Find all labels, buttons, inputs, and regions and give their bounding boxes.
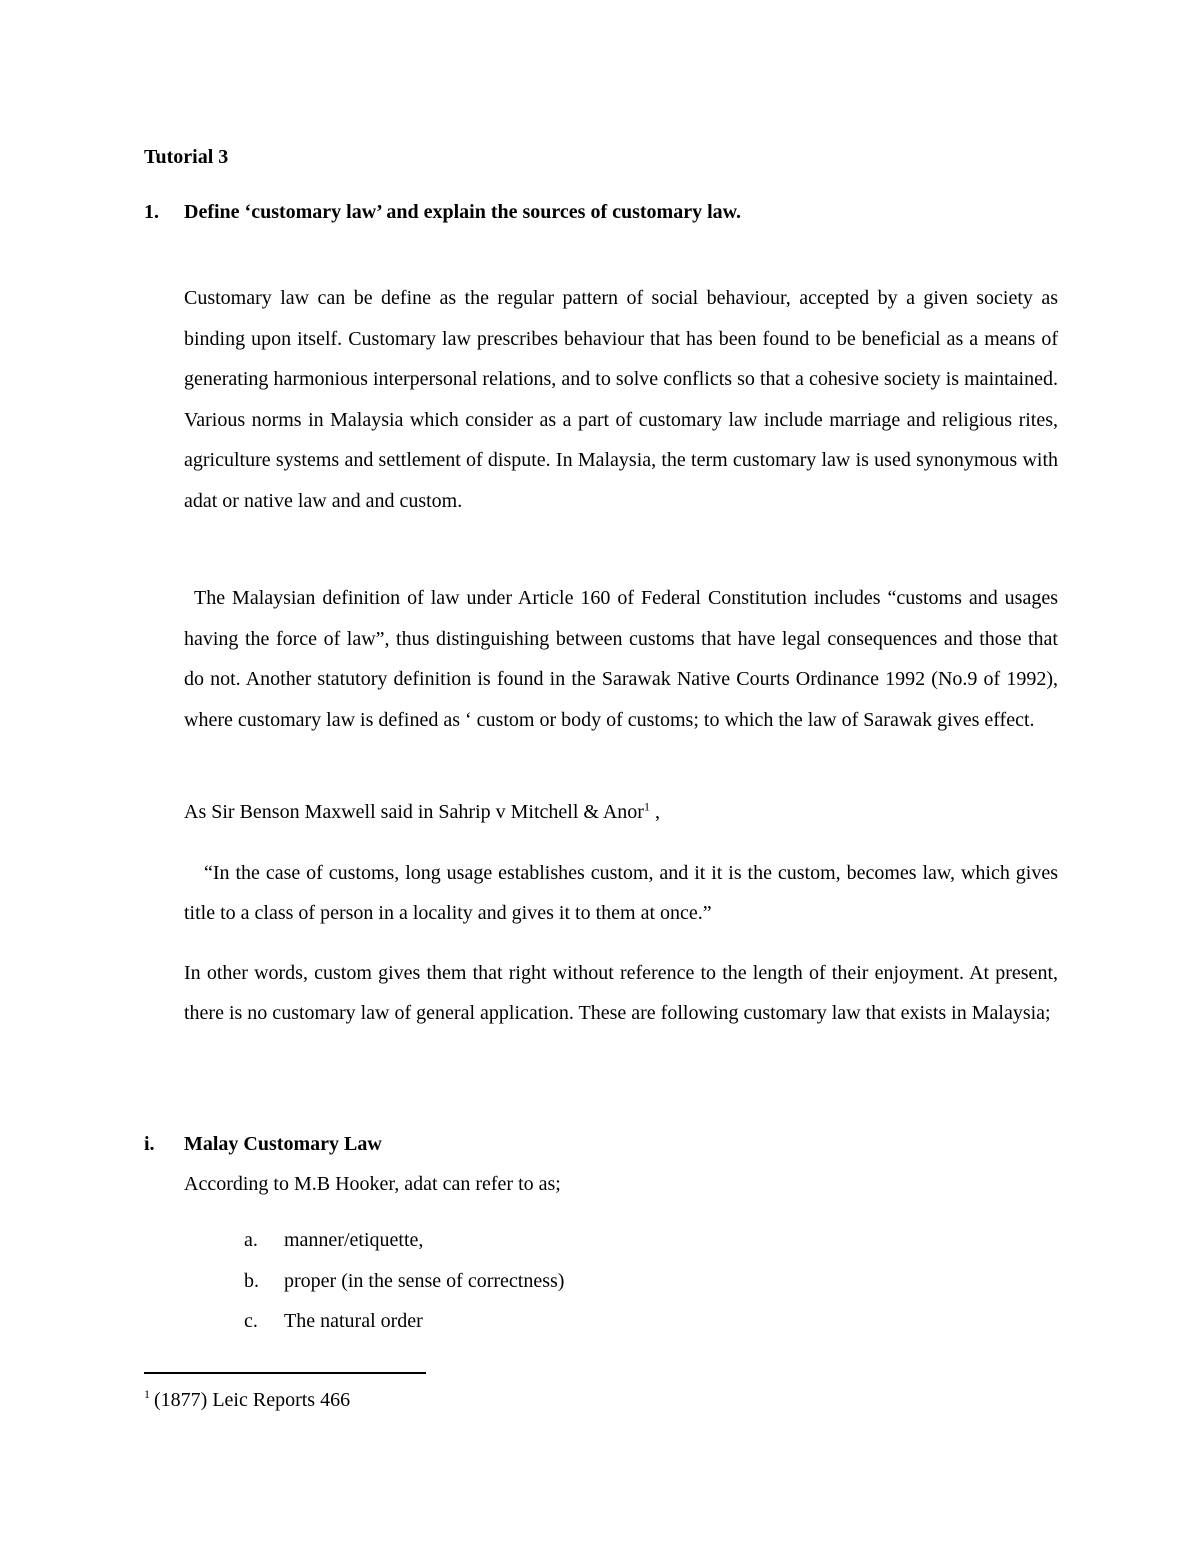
footnote-text: (1877) Leic Reports 466: [154, 1389, 351, 1411]
list-marker: c.: [244, 1310, 258, 1332]
paragraph-summary: In other words, custom gives them that right without reference to the length of their enjoyment. At present, there is no customary law of general application. These are following customary law that exists in Malaysia;: [184, 962, 1058, 1024]
list-marker: b.: [244, 1269, 259, 1292]
question-text: Define ‘customary law’ and explain the sources of customary law.: [184, 201, 741, 223]
question-number: 1.: [144, 201, 159, 223]
footnote-mark: 1: [144, 1387, 150, 1402]
section-title: Malay Customary Law: [184, 1133, 382, 1155]
document-title: Tutorial 3: [144, 146, 229, 168]
paragraph-quote: “In the case of customs, long usage establishes custom, and it it is the custom, becomes law, which gives title to a class of person in a locality and gives it to them at once.”: [184, 862, 1058, 924]
section-intro: According to M.B Hooker, adat can refer to as;: [184, 1173, 561, 1195]
list-item: [244, 1226, 564, 1267]
paragraph-constitution: The Malaysian definition of law under Article 160 of Federal Constitution includes “customs and usages having the force of law”, thus distinguishing between customs that have legal consequences and those that do not. Another statutory definition is found in the Sarawak Native Courts Ordinance 1992 (No.9 of 1992), where customary law is defined as ‘ custom or body of customs; to which the law of Sarawak gives effect.: [184, 587, 1058, 731]
section-number: i.: [144, 1133, 155, 1155]
paragraph-definition: Customary law can be define as the regular pattern of social behaviour, accepted by a given society as binding upon itself. Customary law prescribes behaviour that has been found to be beneficial as a means of generating harmonious interpersonal relations, and to solve conflicts so that a cohesive society is maintained. Various norms in Malaysia which consider as a part of customary law include marriage and religious rites, agriculture systems and settlement of dispute. In Malaysia, the term customary law is used synonymous with adat or native law and and custom.: [184, 287, 1058, 512]
list-item-text: proper (in the sense of correctness): [284, 1269, 565, 1292]
adat-meaning-list: [244, 1226, 564, 1348]
list-item-text: manner/etiquette,: [284, 1229, 424, 1251]
citation-text: As Sir Benson Maxwell said in Sahrip v Mitchell & Anor: [184, 801, 644, 823]
list-item: [244, 1267, 564, 1308]
list-marker: a.: [244, 1229, 258, 1251]
footnote-divider: [144, 1372, 426, 1374]
footnote: [144, 1386, 350, 1414]
citation-trail: ,: [649, 801, 660, 823]
list-item: [244, 1307, 564, 1348]
footnote-reference: 1: [643, 799, 650, 814]
list-item-text: The natural order: [284, 1310, 423, 1332]
paragraph-citation: [184, 798, 1058, 826]
